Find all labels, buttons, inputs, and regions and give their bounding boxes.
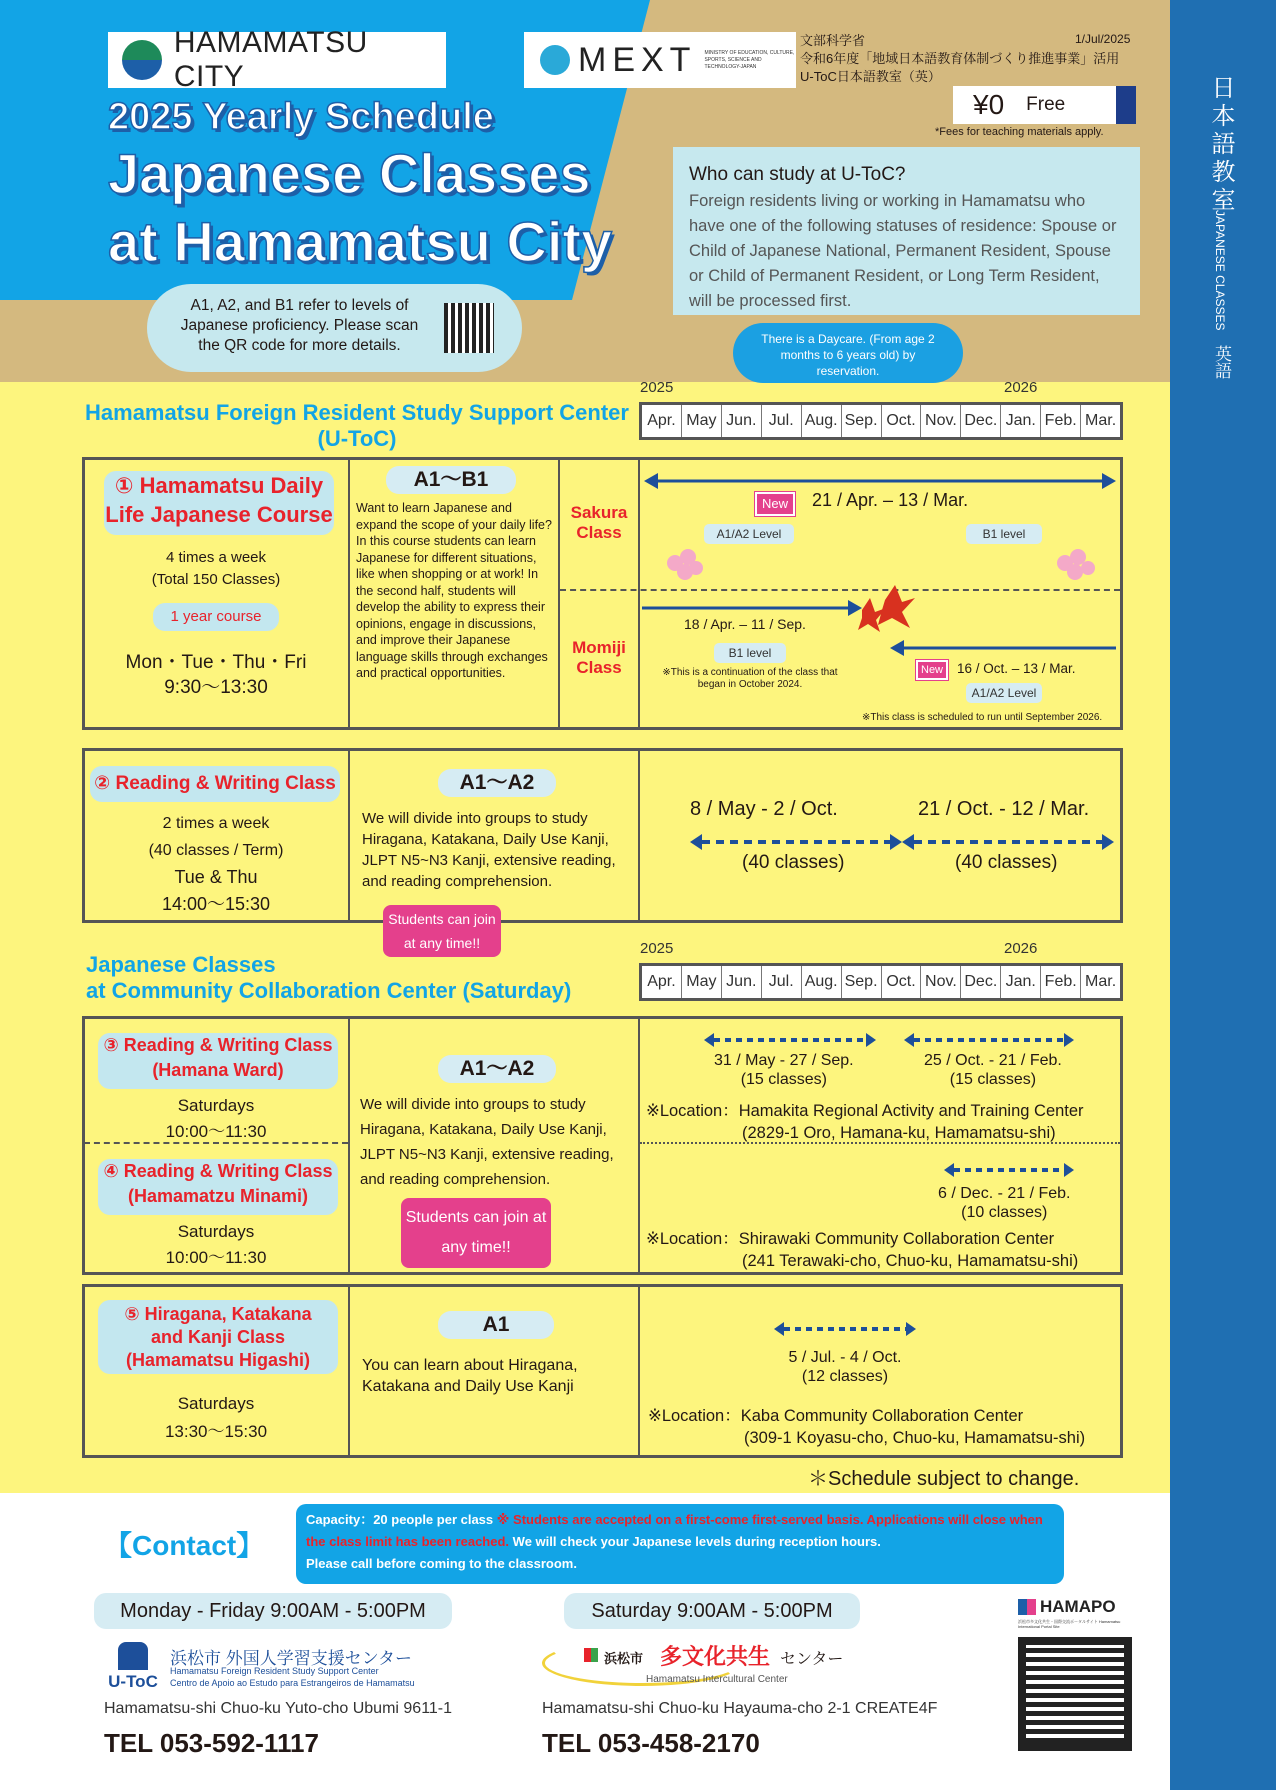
- sidebar-title-en: JAPANESE CLASSES: [1213, 210, 1227, 331]
- course2-term2-classes: (40 classes): [955, 852, 1058, 873]
- people-icon: [118, 1642, 148, 1670]
- month-header-1: Apr. May Jun. Jul. Aug. Sep. Oct. Nov. Dec. Jan. Feb. Mar.: [639, 402, 1123, 440]
- hamapo-icon: [1018, 1599, 1036, 1615]
- sidebar-title-jp: 日本語教室: [1207, 75, 1234, 215]
- year-start-2: 2025: [640, 940, 674, 957]
- year-end-1: 2026: [1004, 379, 1038, 396]
- sakura-label: Sakura Class: [570, 503, 628, 542]
- course2-term2: 21 / Oct. - 12 / Mar.: [918, 798, 1090, 820]
- course2-schedule: 2 times a week (40 classes / Term) Tue & Thu 14:00～15:30: [148, 815, 284, 914]
- contact-title: 【Contact】: [104, 1530, 265, 1561]
- jp-program-text: 文部科学省 令和6年度「地域日本語教育体制づくり推進事業」活用 U-ToC日本語教室（英）: [800, 33, 1120, 84]
- mext-emblem-icon: [540, 45, 570, 75]
- course1-duration: 1 year course: [153, 603, 279, 631]
- course4-location: ※Location：Shirawaki Community Collaboration Center (241 Terawaki-cho, Chuo-ku, Hamamatsu-shi): [646, 1230, 1079, 1270]
- course34-level: A1～A2: [438, 1055, 556, 1083]
- course5-location: ※Location：Kaba Community Collaboration Center (309-1 Koyasu-cho, Chuo-ku, Hamamatsu-shi): [648, 1407, 1086, 1447]
- sakura-level-1: A1/A2 Level: [704, 524, 794, 544]
- title-line2: at Hamamatsu City: [108, 210, 613, 273]
- course5-level: A1: [438, 1311, 554, 1339]
- hicc-phone[interactable]: TEL 053-458-2170: [542, 1728, 760, 1758]
- momiji-level-2: A1/A2 Level: [966, 683, 1042, 703]
- course5-schedule: Saturdays 13:30～15:30: [164, 1394, 268, 1441]
- hamapo-logo: HAMAPO 浜松市多文化共生・国際交流ポータルサイト Hamamatsu International Portal Site: [1018, 1597, 1121, 1629]
- course4-schedule: Saturdays 10:00～11:30: [165, 1222, 267, 1267]
- course1-title: ① Hamamatsu Daily Life Japanese Course: [104, 471, 334, 535]
- schedule-change-note: ＊Schedule subject to change.: [808, 1468, 1080, 1490]
- month-header-2: Apr. May Jun. Jul. Aug. Sep. Oct. Nov. Dec. Jan. Feb. Mar.: [639, 963, 1123, 1001]
- utoc-phone[interactable]: TEL 053-592-1117: [104, 1728, 319, 1758]
- join-anytime-badge-2: Students can join at any time!!: [401, 1198, 551, 1268]
- sakura-level-2: B1 level: [966, 524, 1042, 544]
- capacity-box: Capacity：20 people per class ※ Students are accepted on a first-come first-served basis. Applications will close when the class limit has been reached. We will check your Japanese levels during reception hours. Please call before coming to the classroom.: [296, 1504, 1064, 1584]
- course3-location: ※Location：Hamakita Regional Activity and Training Center (2829-1 Oro, Hamana-ku, Hamamatsu-shi): [646, 1102, 1084, 1142]
- year-start-1: 2025: [640, 379, 674, 396]
- course3-term2: 25 / Oct. - 21 / Feb. (15 classes): [924, 1052, 1062, 1088]
- saturday-hours: Saturday 9:00AM - 5:00PM: [564, 1593, 860, 1629]
- course2-level: A1～A2: [438, 769, 556, 797]
- course2-title: ② Reading & Writing Class: [90, 766, 340, 802]
- course2-timeline: [640, 830, 1120, 854]
- course1-level: A1～B1: [386, 466, 516, 494]
- sakura-dates: 21 / Apr. – 13 / Mar.: [812, 490, 969, 510]
- hicc-address: Hamamatsu-shi Chuo-ku Hayauma-cho 2-1 CREATE4F: [542, 1700, 938, 1717]
- sakura-flower-icon: [1057, 549, 1095, 580]
- title-line1: Japanese Classes: [108, 142, 591, 205]
- year-end-2: 2026: [1004, 940, 1038, 957]
- course1-desc: Want to learn Japanese and expand the scope of your daily life? In this course students can learn Japanese for different situations, like when shopping or at work! In the second half, students will develop the ability to express their opinions, engage in discussions, and improve their Japanese language skills through exchanges and practical opportunities.: [356, 501, 552, 680]
- course4-term1: 6 / Dec. - 21 / Feb. (10 classes): [938, 1185, 1071, 1221]
- course2-term1: 8 / May - 2 / Oct.: [690, 798, 838, 820]
- issue-date: 1/Jul/2025: [1075, 32, 1131, 46]
- utoc-logo: U-ToC 浜松市 外国人学習支援センター Hamamatsu Foreign Resident Study Support Center Centro de Apoio ao Estudo para Estrangeiros de Hamamatsu: [104, 1642, 464, 1692]
- course5-term1: 5 / Jul. - 4 / Oct. (12 classes): [788, 1349, 902, 1385]
- momiji-dates-2: 16 / Oct. – 13 / Mar.: [957, 661, 1076, 676]
- course4-title: ④ Reading & Writing Class (Hamamatzu Minami): [98, 1159, 338, 1215]
- sidebar-lang: 英語: [1212, 345, 1231, 379]
- daycare-bubble: There is a Daycare. (From age 2 months to 6 years old) by reservation.: [733, 323, 963, 383]
- course3-term1: 31 / May - 27 / Sep. (15 classes): [714, 1052, 854, 1088]
- sakura-flower-icon: [667, 549, 703, 580]
- title-year: 2025 Yearly Schedule: [108, 96, 494, 138]
- levels-note-bubble: A1, A2, and B1 refer to levels of Japanese proficiency. Please scan the QR code for more details.: [147, 284, 522, 372]
- mext-logo: MEXT MINISTRY OF EDUCATION, CULTURE, SPORTS, SCIENCE AND TECHNOLOGY-JAPAN: [524, 32, 796, 88]
- new-badge: New: [755, 492, 795, 516]
- new-badge-2: New: [916, 660, 948, 680]
- utoc-address: Hamamatsu-shi Chuo-ku Yuto-cho Ubumi 9611-1: [104, 1700, 453, 1717]
- momiji-note: ※This is a continuation of the class that began in October 2024.: [662, 667, 838, 690]
- section2-title: Japanese Classes at Community Collaboration Center (Saturday): [86, 952, 572, 1003]
- course2-term1-classes: (40 classes): [742, 852, 845, 873]
- momiji-leaf-icon: [858, 585, 915, 632]
- course34-desc: We will divide into groups to study Hiragana, Katakana, Daily Use Kanji, JLPT N5~N3 Kanji, extensive reading, and reading comprehension.: [360, 1096, 614, 1188]
- who-can-study-box: Who can study at U-ToC? Foreign residents living or working in Hamamatsu who have one of the following statuses of residence: Spouse or Child of Japanese National, Permanent Resident, Spouse or Child of Permanent Resident, or Long Term Resident, will be processed first.: [673, 147, 1140, 315]
- join-anytime-badge: Students can join at any time!!: [383, 905, 501, 957]
- hicc-icon: [584, 1648, 598, 1662]
- city-emblem-icon: [122, 40, 162, 80]
- momiji-dates-1: 18 / Apr. – 11 / Sep.: [684, 616, 806, 632]
- course5-timeline: [770, 1319, 920, 1339]
- course3-schedule: Saturdays 10:00～11:30: [165, 1096, 267, 1141]
- momiji-level-1: B1 level: [714, 643, 786, 663]
- course5-desc: You can learn about Hiragana, Katakana and Daily Use Kanji: [362, 1357, 578, 1395]
- course3-title: ③ Reading & Writing Class (Hamana Ward): [98, 1033, 338, 1089]
- momiji-label: Momiji Class: [572, 638, 626, 677]
- fee-note: *Fees for teaching materials apply.: [935, 126, 1104, 138]
- hicc-logo: 浜松市 多文化共生 センター Hamamatsu Intercultural Center: [542, 1636, 932, 1694]
- price-box: ¥0 Free: [953, 86, 1136, 124]
- weekday-hours: Monday - Friday 9:00AM - 5:00PM: [94, 1593, 452, 1629]
- course1-note: ※This class is scheduled to run until September 2026.: [862, 712, 1103, 723]
- qr-code-icon[interactable]: [444, 303, 494, 353]
- section1-title: Hamamatsu Foreign Resident Study Support Center (U-ToC): [85, 400, 629, 451]
- city-logo: HAMAMATSU CITY: [108, 32, 446, 88]
- course1-freq: 4 times a week (Total 150 Classes): [151, 549, 281, 588]
- hamapo-qr-code-icon[interactable]: [1018, 1637, 1132, 1751]
- course5-title: ⑤ Hiragana, Katakana and Kanji Class (Hamamatsu Higashi): [98, 1300, 338, 1374]
- course2-desc: We will divide into groups to study Hiragana, Katakana, Daily Use Kanji, JLPT N5~N3 Kanji, extensive reading, and reading comprehension.: [362, 810, 616, 890]
- course1-schedule: Mon・Tue・Thu・Fri 9:30～13:30: [125, 652, 307, 698]
